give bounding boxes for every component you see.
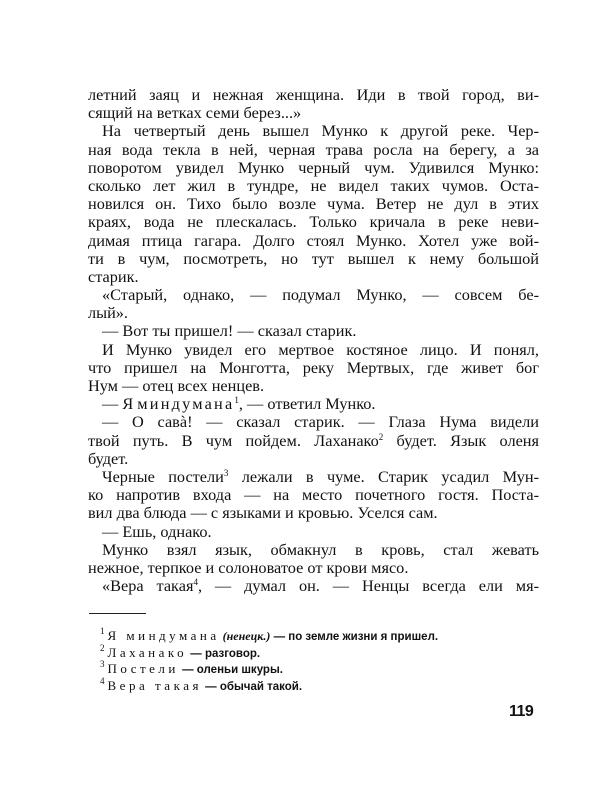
line-text: летний заяц и нежная женщина. Иди в твой город, ви- [88, 85, 539, 104]
text-line [88, 577, 539, 595]
line-text: «Старый, однако, — подумал Мунко, — совсем бе- [102, 285, 539, 305]
footnote-text: — по земле жизни я пришел. [270, 631, 439, 643]
text-line [88, 377, 539, 395]
footnote-text: — разговор. [187, 647, 261, 660]
footnote-marker: 3 [223, 467, 229, 478]
footnote [100, 675, 438, 695]
line-text: ная вода текла в ней, черная трава росла на берегу, а за [88, 139, 539, 159]
body-text [88, 86, 539, 595]
footnote-number: 3 [100, 659, 105, 669]
text-line [88, 286, 539, 304]
text-line [88, 432, 539, 450]
line-text: — Ешь, однако. [102, 521, 212, 541]
text-line [88, 541, 539, 559]
footnote-marker: 4 [193, 577, 198, 588]
footnote-number: 2 [100, 642, 105, 653]
line-text: ти в чум, посмотреть, но тут вышел к нему большой [88, 248, 539, 268]
footnote-term: Лаханако [107, 644, 188, 660]
line-text: будет. [88, 448, 129, 468]
text-line [88, 395, 539, 413]
footnote-marker: 1 [234, 395, 239, 406]
line-text: старик. [88, 266, 139, 286]
page-number: 119 [509, 703, 534, 720]
text-line [88, 322, 539, 340]
footnote-term: Вера такая [107, 677, 202, 693]
footnote-number: 4 [100, 675, 105, 686]
line-text-after: , — думал он. — Ненцы всегда ели мя- [197, 576, 539, 596]
text-line [88, 341, 539, 359]
line-text: твой путь. В чум пойдем. Лаханако [88, 430, 379, 450]
text-line [88, 504, 539, 522]
text-line [88, 104, 539, 122]
text-line [88, 250, 539, 268]
line-text: сколько лет жил в тундре, не видел таких чумов. Оста- [88, 175, 539, 195]
text-line [88, 232, 539, 250]
text-line [88, 559, 539, 577]
footnote [100, 628, 438, 645]
text-line [88, 304, 539, 322]
text-line [88, 141, 539, 159]
line-text: нежное, терпкое и солоноватое от крови мясо. [88, 557, 409, 577]
line-text: ко напротив входа — на место почетного гостя. Поста- [88, 485, 539, 505]
footnote-text: — обычай такой. [201, 680, 303, 693]
text-line [88, 195, 539, 213]
line-text: И Мунко увидел его мертвое костяное лицо. И понял, [102, 339, 539, 359]
line-text-after: будет. Язык оленя [383, 430, 539, 450]
line-text: что пришел на Монготта, реку Мертвых, где живет бог [88, 357, 539, 377]
line-text: Нум — отец всех ненцев. [88, 376, 265, 395]
text-line [88, 359, 539, 377]
text-line [88, 268, 539, 286]
line-text: Мунко взял язык, обмакнул в кровь, стал жевать [102, 539, 539, 559]
line-text-after: , — ответил Мунко. [238, 394, 376, 414]
text-line [88, 468, 539, 486]
line-text: димая птица гагара. Долго стоял Мунко. Хотел уже вой- [88, 230, 539, 250]
line-text: лый». [88, 303, 128, 323]
line-text: На четвертый день вышел Мунко к другой реке. Чер- [102, 121, 539, 141]
line-text: сящий на ветках семи берез...» [88, 103, 302, 123]
spaced-term: миндумана [137, 394, 235, 414]
line-text: — Вот ты пришел! — сказал старик. [102, 321, 357, 341]
line-text: — Я [102, 394, 138, 414]
line-text: вил два блюда — с языками и кровью. Уселся сам. [88, 503, 438, 523]
footnote-marker: 2 [378, 431, 384, 442]
footnotes [100, 628, 438, 694]
footnote-number: 1 [100, 626, 105, 636]
text-line [88, 177, 539, 195]
line-text: краях, вода не плескалась. Только кричала в реке неви- [88, 212, 539, 232]
line-text: поворотом увидел Мунко черный чум. Удивился Мунко: [88, 157, 539, 177]
line-text: «Вера такая [102, 576, 194, 596]
footnote-term: Постели [107, 661, 179, 676]
footnote-language: (ненецк.) [222, 629, 271, 643]
text-line [88, 523, 539, 541]
text-line [88, 450, 539, 468]
footnote-text: — оленьи шкуры. [178, 664, 283, 676]
footnote-term: Я миндумана [107, 628, 220, 643]
footnote [100, 661, 438, 678]
footnote [100, 642, 438, 662]
line-text: Черные постели [102, 466, 224, 486]
text-line [88, 486, 539, 504]
text-line [88, 213, 539, 231]
text-line [88, 122, 539, 140]
line-text: — О савà! — сказал старик. — Глаза Нума видели [102, 412, 539, 432]
text-line [88, 159, 539, 177]
text-line [88, 413, 539, 431]
line-text-after: лежали в чуме. Старик усадил Мун- [228, 466, 540, 486]
footnote-divider [89, 613, 146, 614]
text-line [88, 86, 539, 104]
line-text: новился он. Тихо было возле чума. Ветер не дул в этих [88, 194, 539, 214]
